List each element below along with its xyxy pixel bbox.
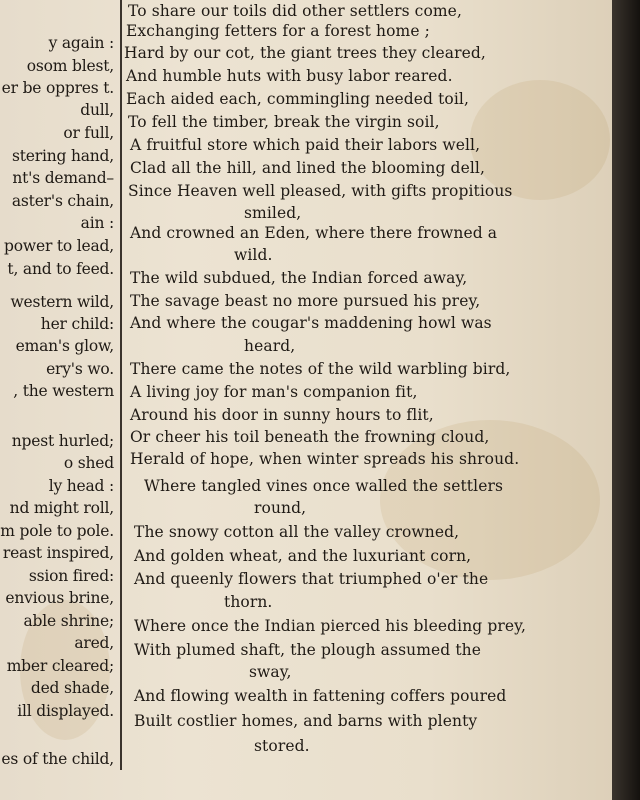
- left-column-line: mber cleared;: [6, 657, 114, 675]
- poem-line: Clad all the hill, and lined the blooming dell,: [130, 159, 485, 177]
- left-column-line: npest hurled;: [11, 432, 114, 450]
- left-column-line: ssion fired:: [28, 567, 114, 585]
- left-column-line: able shrine;: [23, 612, 114, 630]
- poem-line: And crowned an Eden, where there frowned a: [130, 224, 498, 242]
- left-column-line: t, and to feed.: [7, 260, 114, 278]
- left-column-line: ly head :: [48, 477, 114, 495]
- poem-line: Around his door in sunny hours to flit,: [130, 406, 434, 424]
- poem-line: And golden wheat, and the luxuriant corn,: [134, 547, 472, 565]
- poem-line: Exchanging fetters for a forest home ;: [126, 22, 430, 40]
- poem-line-continuation: sway,: [249, 663, 292, 681]
- poem-line: And queenly flowers that triumphed o'er the: [134, 570, 489, 588]
- left-column-line: eman's glow,: [15, 337, 114, 355]
- poem-column: [124, 0, 544, 800]
- left-column-text: [0, 0, 118, 800]
- left-column-line: reast inspired,: [2, 544, 114, 562]
- left-column-line: nd might roll,: [9, 499, 114, 517]
- left-column-line: her child:: [40, 315, 114, 333]
- left-column-line: aster's chain,: [11, 192, 114, 210]
- poem-line-continuation: smiled,: [244, 204, 302, 222]
- poem-line: Or cheer his toil beneath the frowning cloud,: [130, 428, 490, 446]
- column-rule: [120, 0, 122, 770]
- left-column-line: ain :: [80, 214, 114, 232]
- left-column-line: , the western: [13, 382, 114, 400]
- poem-line-continuation: round,: [254, 499, 307, 517]
- poem-line: And where the cougar's maddening howl was: [130, 314, 492, 332]
- left-column-line: y again :: [48, 34, 114, 52]
- poem-line: The savage beast no more pursued his prey,: [130, 292, 481, 310]
- poem-line: Where tangled vines once walled the settlers: [144, 477, 504, 495]
- poem-line: Built costlier homes, and barns with plenty: [134, 712, 478, 730]
- poem-line: Hard by our cot, the giant trees they cleared,: [124, 44, 486, 62]
- left-column-line: western wild,: [10, 293, 114, 311]
- poem-line-continuation: heard,: [244, 337, 296, 355]
- poem-line: Since Heaven well pleased, with gifts propitious: [128, 182, 513, 200]
- left-column-line: es of the child,: [1, 750, 114, 768]
- left-column-line: stering hand,: [11, 147, 114, 165]
- poem-line: The snowy cotton all the valley crowned,: [134, 523, 460, 541]
- poem-line-continuation: stored.: [254, 737, 310, 755]
- poem-line: Where once the Indian pierced his bleeding prey,: [134, 617, 526, 635]
- left-column-line: osom blest,: [26, 57, 114, 75]
- poem-line: With plumed shaft, the plough assumed the: [134, 641, 482, 659]
- page-edge-shadow: [612, 0, 640, 800]
- left-column-line: o shed: [63, 454, 114, 472]
- left-column-line: nt's demand–: [12, 169, 114, 187]
- poem-line: A living joy for man's companion fit,: [130, 383, 418, 401]
- left-column-line: ery's wo.: [46, 360, 114, 378]
- poem-line: Herald of hope, when winter spreads his shroud.: [130, 450, 520, 468]
- left-column-line: power to lead,: [4, 237, 114, 255]
- poem-line: The wild subdued, the Indian forced away,: [130, 269, 468, 287]
- left-column-line: envious brine,: [5, 589, 114, 607]
- poem-line: To share our toils did other settlers come,: [128, 2, 462, 20]
- left-column-line: ded shade,: [30, 679, 114, 697]
- poem-line: A fruitful store which paid their labors well,: [130, 136, 481, 154]
- left-column-line: ared,: [74, 634, 114, 652]
- poem-line: To fell the timber, break the virgin soil,: [128, 113, 440, 131]
- poem-line-continuation: wild.: [234, 246, 273, 264]
- poem-line: And humble huts with busy labor reared.: [126, 67, 453, 85]
- poem-line: Each aided each, commingling needed toil,: [126, 90, 470, 108]
- poem-line-continuation: thorn.: [224, 593, 273, 611]
- left-column-line: dull,: [80, 101, 114, 119]
- left-column-line: m pole to pole.: [0, 522, 114, 540]
- poem-line: There came the notes of the wild warbling bird,: [130, 360, 511, 378]
- left-column-line: or full,: [63, 124, 114, 142]
- left-column-line: er be oppres t.: [1, 79, 114, 97]
- left-column-line: ill displayed.: [17, 702, 114, 720]
- poem-line: And flowing wealth in fattening coffers poured: [134, 687, 507, 705]
